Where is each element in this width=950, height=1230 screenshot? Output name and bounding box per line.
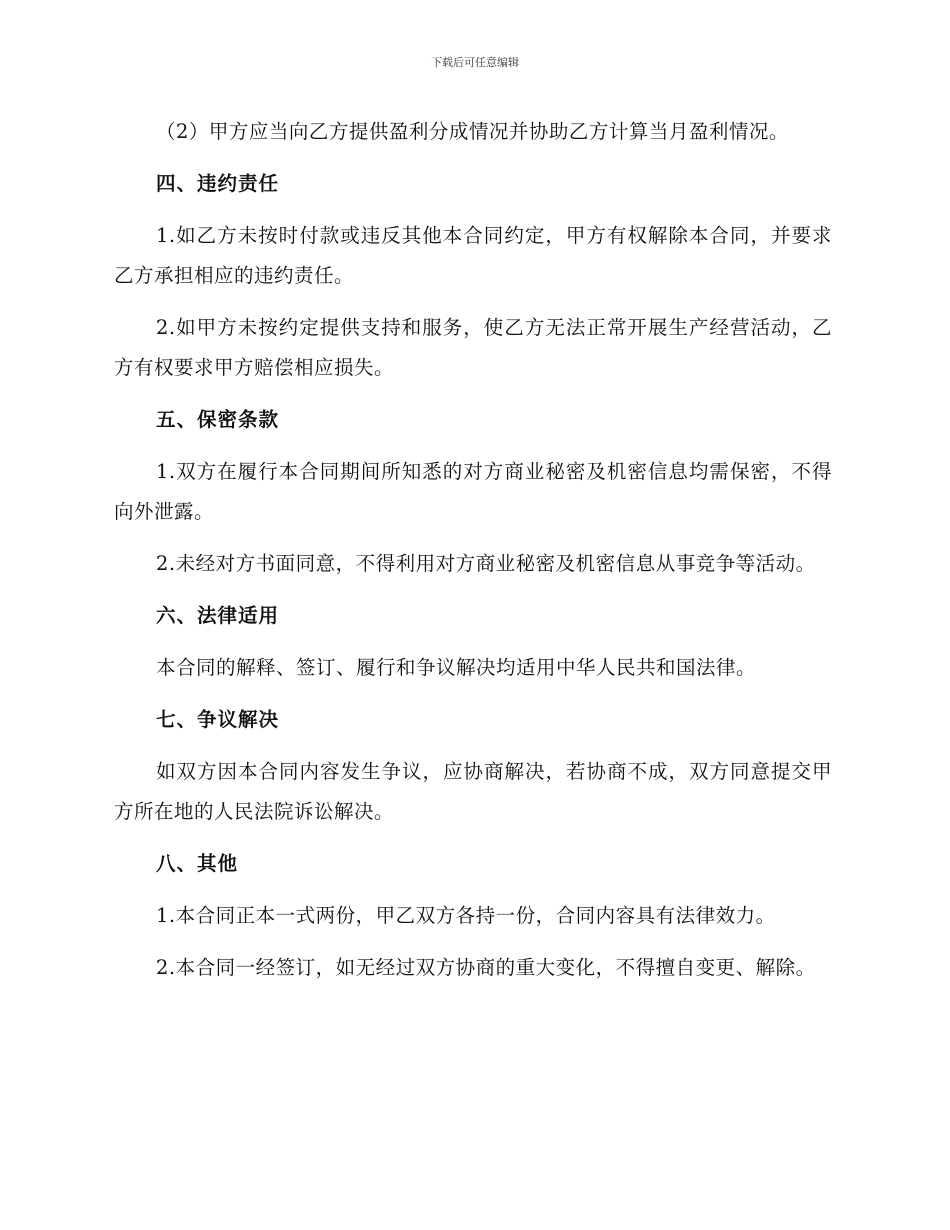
section-heading-governing-law: 六、法律适用 bbox=[156, 604, 280, 627]
clause-paragraph: 1.双方在履行本合同期间所知悉的对方商业秘密及机密信息均需保密，不得向外泄露。 bbox=[114, 460, 832, 523]
clause-paragraph: 2.如甲方未按约定提供支持和服务，使乙方无法正常开展生产经营活动，乙方有权要求甲方赔偿相应损失。 bbox=[114, 316, 832, 379]
clause-paragraph: 1.本合同正本一式两份，甲乙双方各持一份，合同内容具有法律效力。 bbox=[156, 904, 776, 927]
section-heading-confidentiality: 五、保密条款 bbox=[156, 408, 280, 431]
document-body bbox=[114, 112, 832, 1000]
clause-paragraph: 1.如乙方未按时付款或违反其他本合同约定，甲方有权解除本合同，并要求乙方承担相应的违约责任。 bbox=[114, 224, 832, 287]
section-heading-dispute: 七、争议解决 bbox=[156, 708, 280, 731]
section-heading-breach: 四、违约责任 bbox=[156, 172, 280, 195]
clause-paragraph: 如双方因本合同内容发生争议，应协商解决，若协商不成，双方同意提交甲方所在地的人民法院诉讼解决。 bbox=[114, 760, 832, 823]
section-heading-other: 八、其他 bbox=[156, 852, 239, 875]
clause-paragraph: （2）甲方应当向乙方提供盈利分成情况并协助乙方计算当月盈利情况。 bbox=[156, 120, 789, 143]
clause-paragraph: 2.未经对方书面同意，不得利用对方商业秘密及机密信息从事竞争等活动。 bbox=[156, 552, 816, 575]
page-header: 下载后可任意编辑 bbox=[431, 56, 519, 69]
clause-paragraph: 2.本合同一经签订，如无经过双方协商的重大变化，不得擅自变更、解除。 bbox=[156, 956, 816, 979]
clause-paragraph: 本合同的解释、签订、履行和争议解决均适用中华人民共和国法律。 bbox=[156, 656, 757, 679]
